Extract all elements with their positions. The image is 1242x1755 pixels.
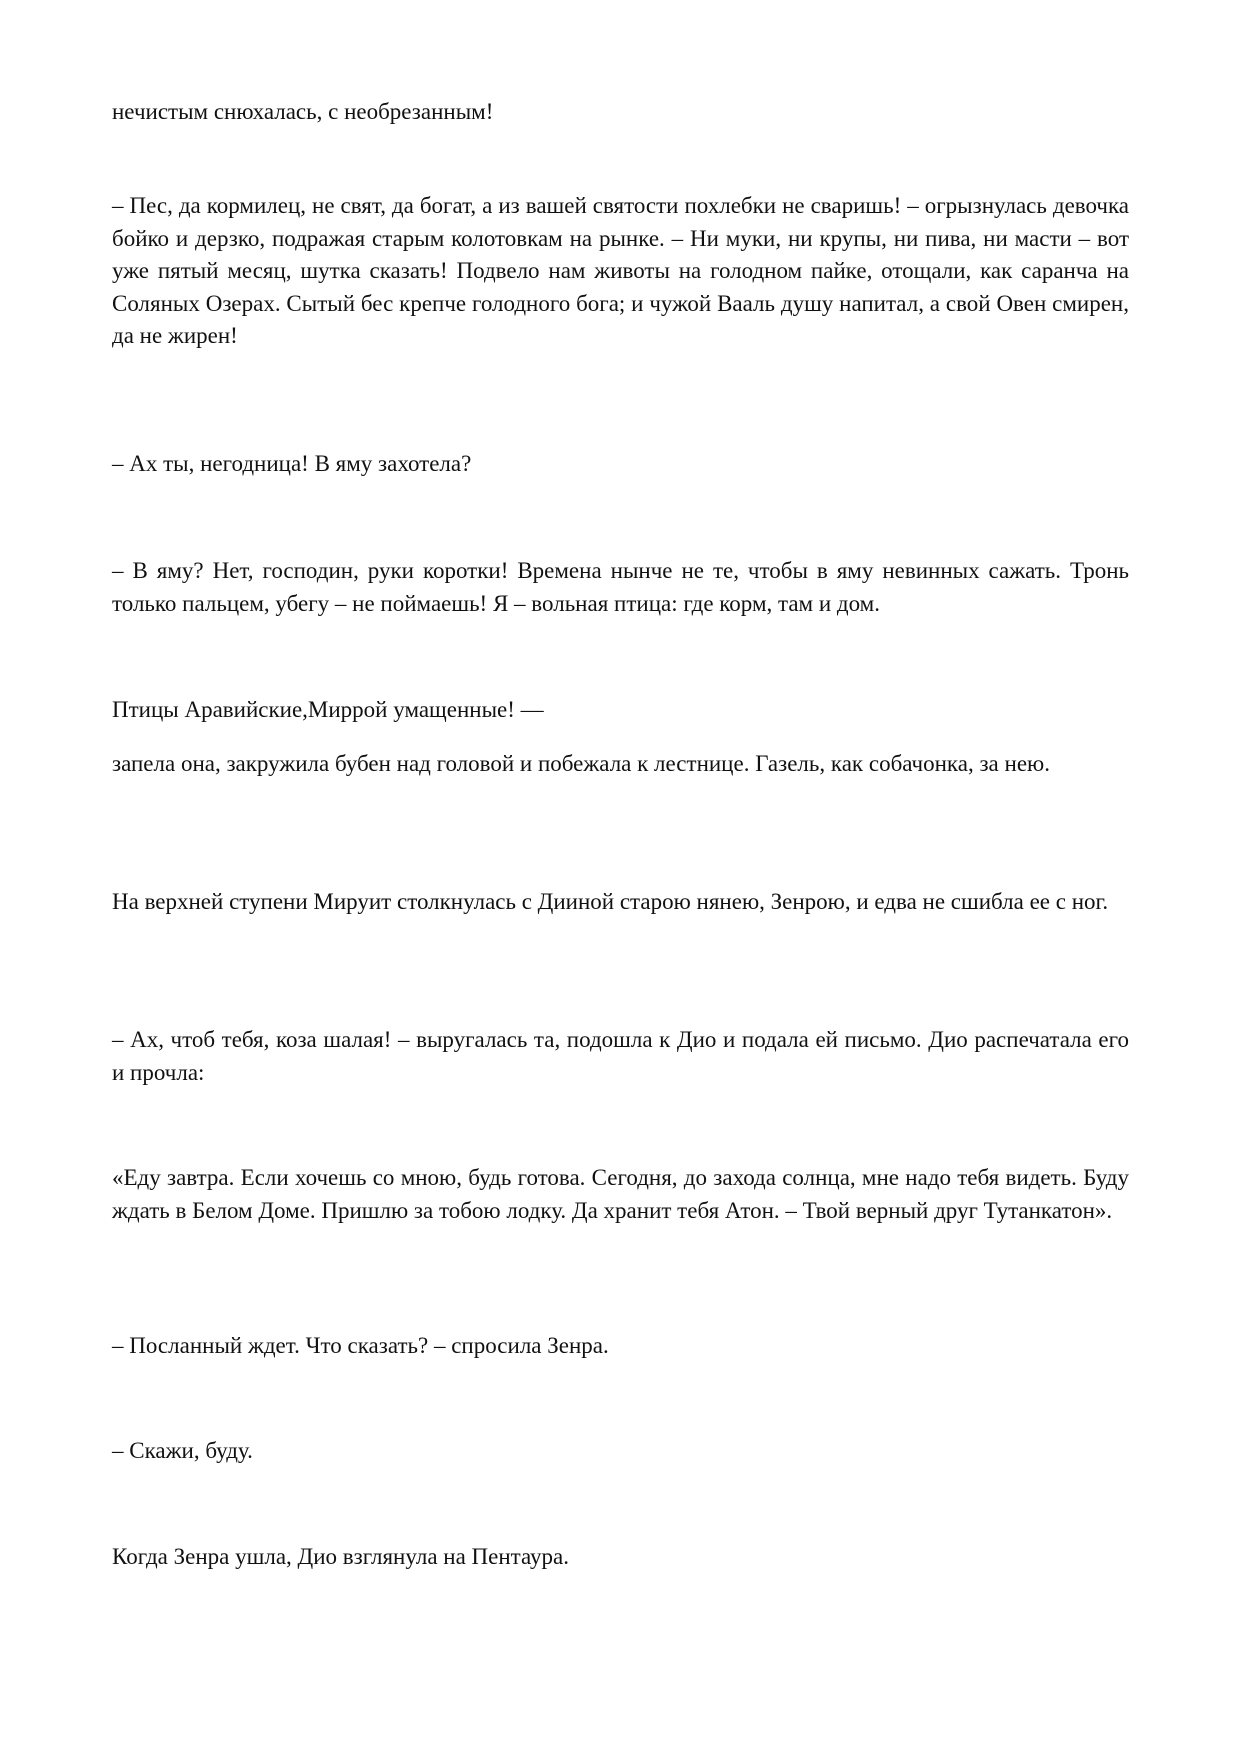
paragraph-3: – Ах ты, негодница! В яму захотела? xyxy=(112,451,472,476)
paragraph-2: – Пес, да кормилец, не свят, да богат, а из вашей святости похлебки не сваришь! – огрызнулась девочка бойко и дерзко, подражая старым колотовкам на рынке. – Ни муки, ни крупы, ни пива, ни масти – вот уже пятый месяц, шутка сказать! Подвело нам животы на голодном пайке, отощали, как саранча на Соляных Озерах. Сытый бес крепче голодного бога; и чужой Вааль душу напитал, а свой Овен смирен, да не жирен! xyxy=(112,193,1129,348)
paragraph-9: «Еду завтра. Если хочешь со мною, будь готова. Сегодня, до захода солнца, мне надо тебя видеть. Буду ждать в Белом Доме. Пришлю за тобою лодку. Да хранит тебя Атон. – Твой верный друг Тутанкатон». xyxy=(112,1165,1129,1223)
paragraph-12: Когда Зенра ушла, Дио взглянула на Пентаура. xyxy=(112,1544,570,1569)
paragraph-4: – В яму? Нет, господин, руки коротки! Времена нынче не те, чтобы в яму невинных сажать. Тронь только пальцем, убегу – не поймаешь! Я – вольная птица: где корм, там и дом. xyxy=(112,558,1129,616)
paragraph-6: запела она, закружила бубен над головой и побежала к лестнице. Газель, как собачонка, за нею. xyxy=(112,751,1050,776)
paragraph-11: – Скажи, буду. xyxy=(112,1438,253,1463)
paragraph-7: На верхней ступени Мируит столкнулась с Дииной старою нянею, Зенрою, и едва не сшибла ее с ног. xyxy=(112,889,1109,914)
paragraph-5: Птицы Аравийские,Миррой умащенные! — xyxy=(112,697,544,722)
paragraph-10: – Посланный ждет. Что сказать? – спросила Зенра. xyxy=(112,1333,609,1358)
paragraph-1: нечистым снюхалась, с необрезанным! xyxy=(112,99,494,124)
paragraph-8: – Ах, чтоб тебя, коза шалая! – выругалась та, подошла к Дио и подала ей письмо. Дио распечатала его и прочла: xyxy=(112,1027,1129,1085)
